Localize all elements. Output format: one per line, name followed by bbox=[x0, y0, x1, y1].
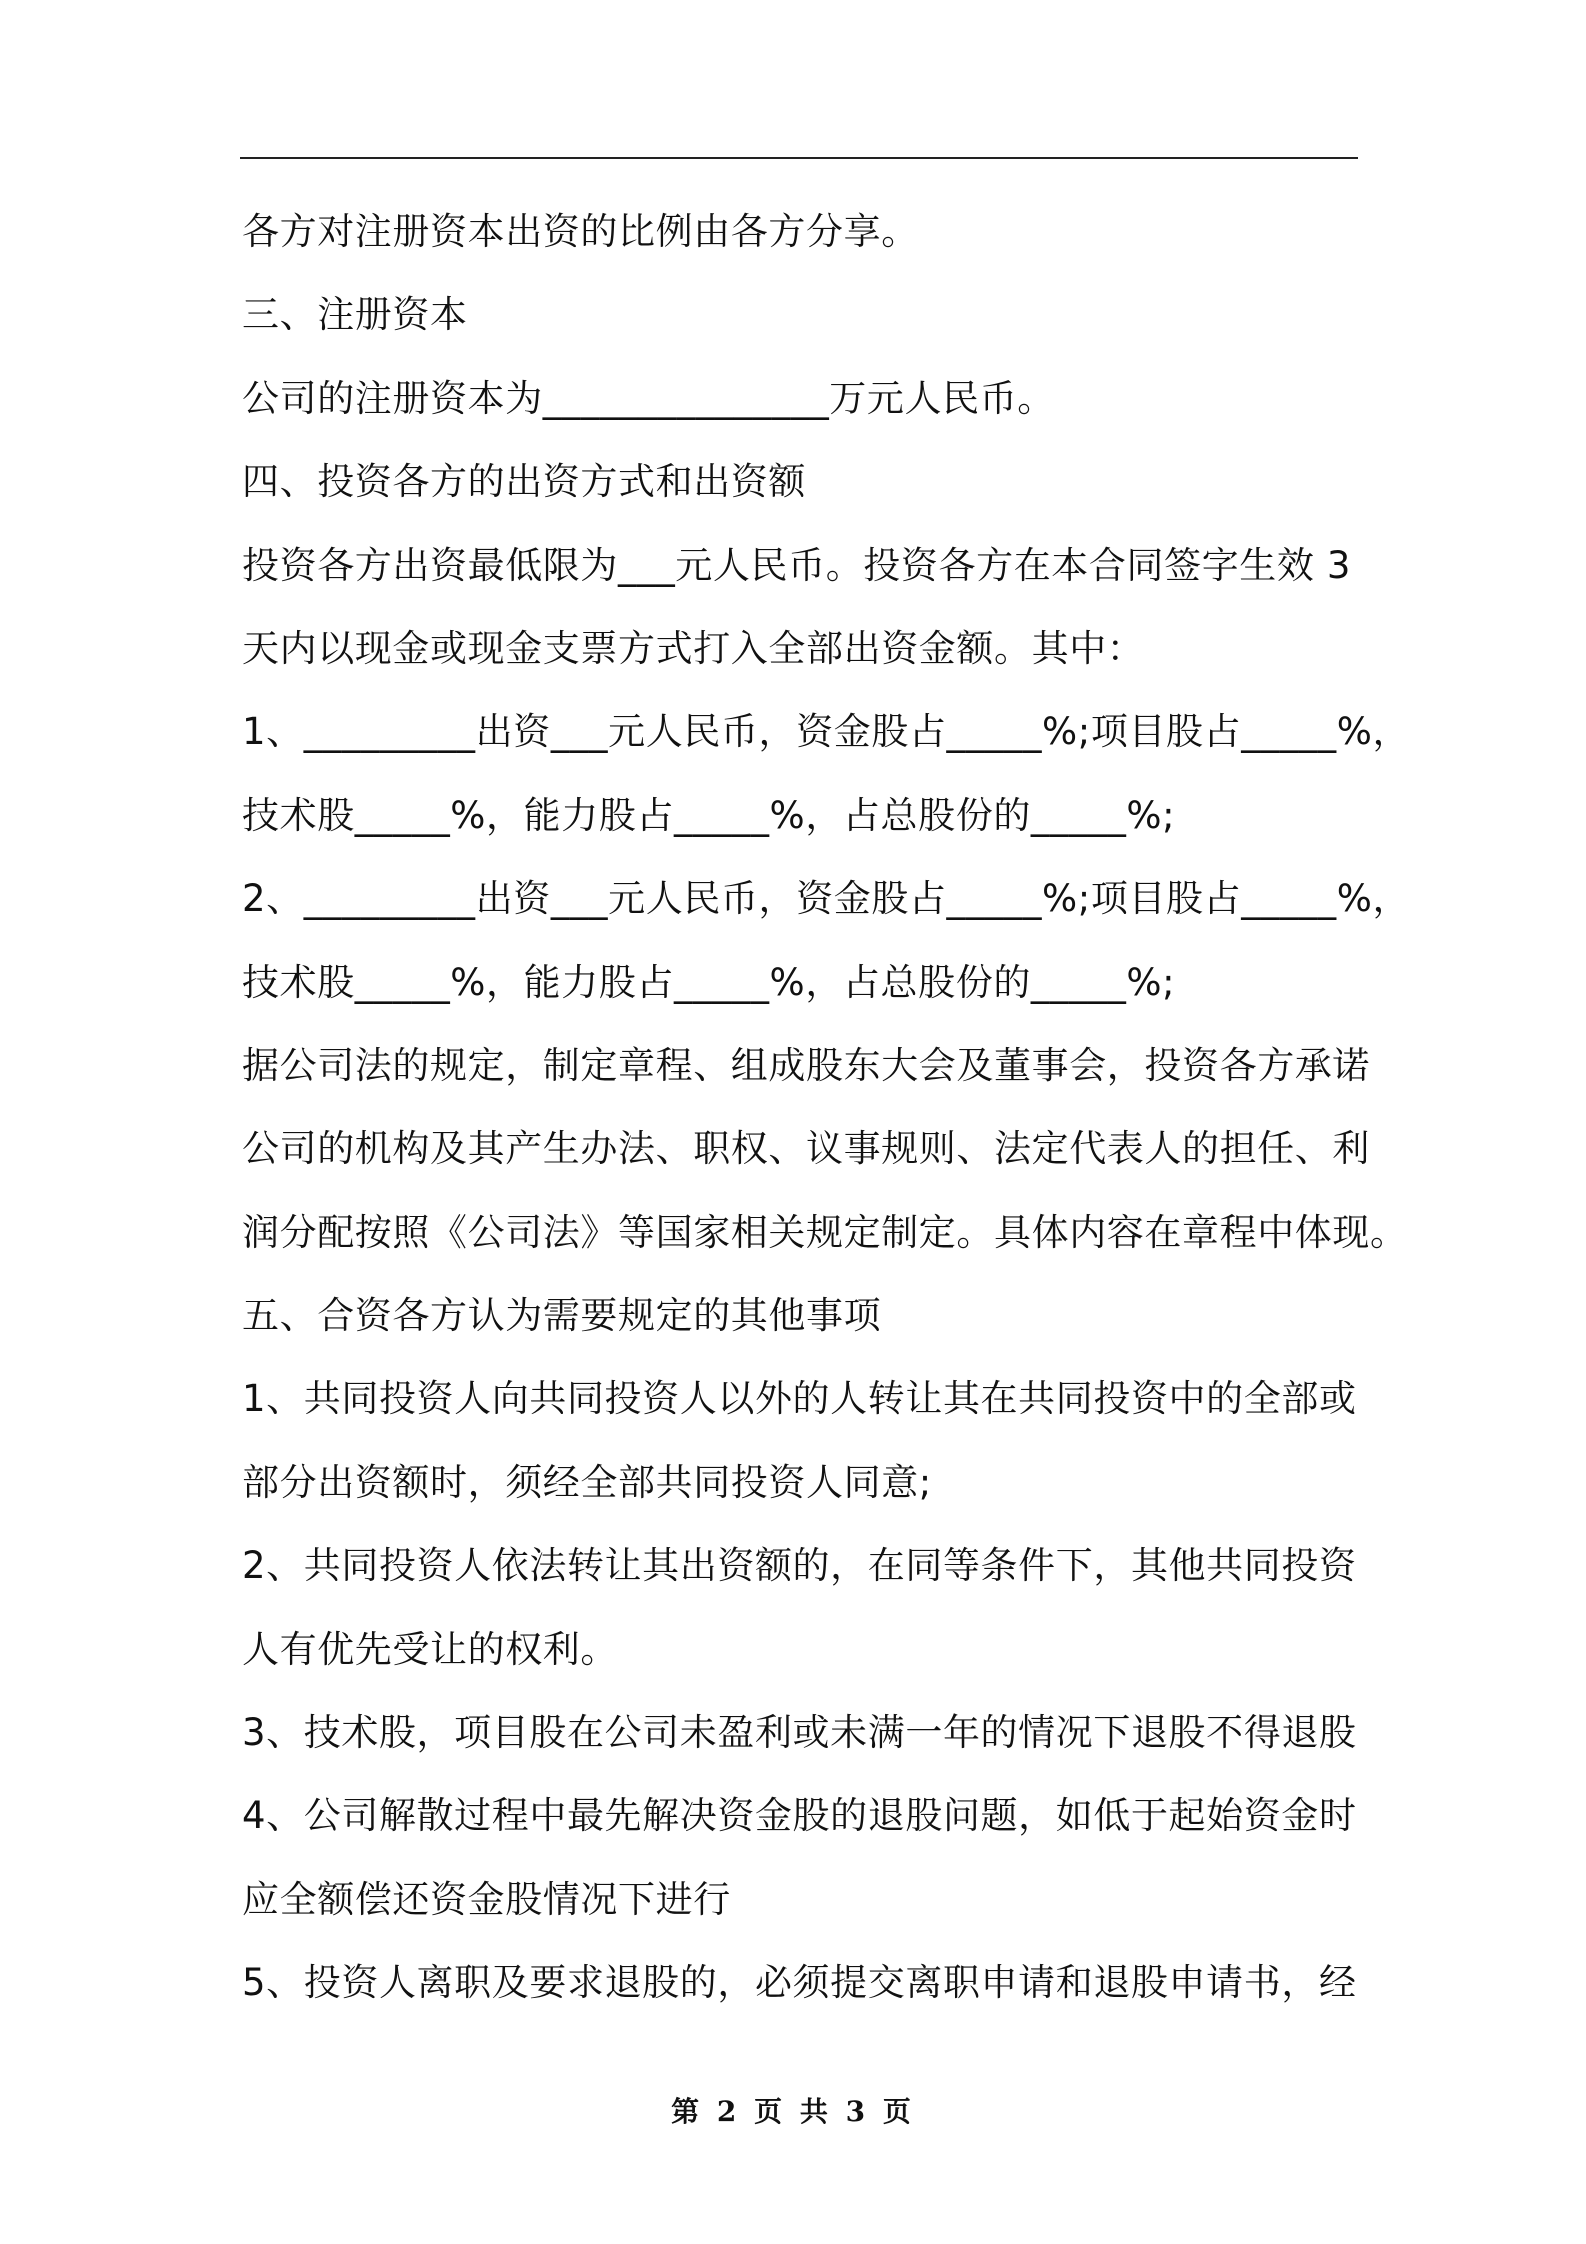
document-body bbox=[242, 190, 1411, 2025]
header-rule bbox=[240, 157, 1358, 159]
text-line-10: 技术股_____%，能力股占_____%，占总股份的_____%; bbox=[242, 960, 1176, 1004]
text-line-7: 1、_________出资___元人民币，资金股占_____%;项目股占_____%， bbox=[242, 710, 1411, 754]
section-heading-contribution: 四、投资各方的出资方式和出资额 bbox=[242, 460, 806, 504]
text-line-12: 公司的机构及其产生办法、职权、议事规则、法定代表人的担任、利 bbox=[242, 1127, 1370, 1171]
text-line-21: 应全额偿还资金股情况下进行 bbox=[242, 1877, 731, 1921]
text-line-8: 技术股_____%，能力股占_____%，占总股份的_____%; bbox=[242, 793, 1176, 837]
text-line-16: 部分出资额时，须经全部共同投资人同意; bbox=[242, 1460, 932, 1504]
text-line-13: 润分配按照《公司法》等国家相关规定制定。具体内容在章程中体现。 bbox=[242, 1210, 1408, 1254]
section-heading-registered-capital: 三、注册资本 bbox=[242, 293, 468, 337]
text-line-22: 5、投资人离职及要求退股的，必须提交离职申请和退股申请书，经 bbox=[242, 1961, 1357, 2005]
text-line-9: 2、_________出资___元人民币，资金股占_____%;项目股占_____%， bbox=[242, 877, 1411, 921]
text-line-6: 天内以现金或现金支票方式打入全部出资金额。其中： bbox=[242, 626, 1145, 670]
text-line-19: 3、技术股，项目股在公司未盈利或未满一年的情况下退股不得退股 bbox=[242, 1711, 1357, 1755]
section-heading-other-matters: 五、合资各方认为需要规定的其他事项 bbox=[242, 1294, 882, 1338]
text-line-20: 4、公司解散过程中最先解决资金股的退股问题，如低于起始资金时 bbox=[242, 1794, 1357, 1838]
text-line-1: 各方对注册资本出资的比例由各方分享。 bbox=[242, 210, 919, 253]
text-line-18: 人有优先受让的权利。 bbox=[242, 1627, 618, 1671]
text-line-17: 2、共同投资人依法转让其出资额的，在同等条件下，其他共同投资 bbox=[242, 1544, 1357, 1588]
text-line-11: 据公司法的规定，制定章程、组成股东大会及董事会，投资各方承诺 bbox=[242, 1043, 1370, 1087]
text-line-3: 公司的注册资本为_______________万元人民币。 bbox=[242, 376, 1055, 420]
page-number-footer: 第 2 页 共 3 页 bbox=[671, 2095, 915, 2128]
text-line-15: 1、共同投资人向共同投资人以外的人转让其在共同投资中的全部或 bbox=[242, 1377, 1357, 1421]
text-line-5: 投资各方出资最低限为___元人民币。投资各方在本合同签字生效 3 bbox=[242, 543, 1351, 587]
